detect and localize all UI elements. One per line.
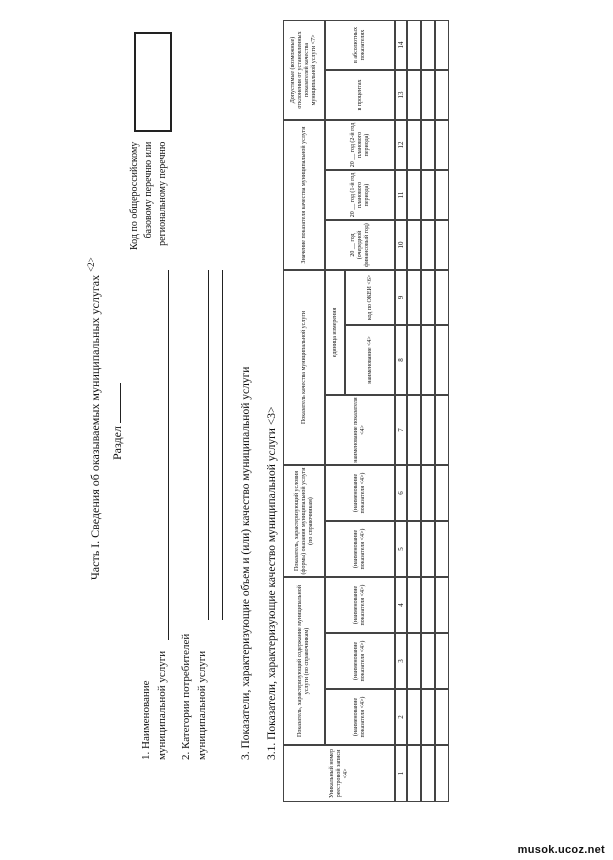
header-name-ind-4: (наименование показателя <4>) <box>325 521 395 577</box>
table-cell[interactable] <box>421 745 435 802</box>
header-unit: единица измерения <box>325 270 345 395</box>
col-number-3: 3 <box>395 633 407 689</box>
table-cell[interactable] <box>407 120 421 170</box>
header-deviation: Допустимые (возможные) отклонения от установленных показателей качества муниципальной услуги <7> <box>283 20 325 120</box>
table-cell[interactable] <box>435 270 449 325</box>
table-cell[interactable] <box>435 220 449 270</box>
table-cell[interactable] <box>421 633 435 689</box>
col-number-5: 5 <box>395 521 407 577</box>
col-number-6: 6 <box>395 465 407 521</box>
code-box[interactable] <box>134 32 172 132</box>
header-conditions: Показатель, характеризующий условия (формы) оказания муниципальной услуги (по справочникам) <box>283 465 325 577</box>
header-okei: код по ОКЕИ <6> <box>345 270 395 325</box>
table-cell[interactable] <box>421 395 435 465</box>
table-cell[interactable] <box>407 577 421 633</box>
table-cell[interactable] <box>407 395 421 465</box>
table-cell[interactable] <box>407 521 421 577</box>
table-cell[interactable] <box>407 220 421 270</box>
table-cell[interactable] <box>421 220 435 270</box>
table-cell[interactable] <box>407 689 421 745</box>
table-cell[interactable] <box>407 20 421 70</box>
item2-label-2: муниципальной услуги <box>196 650 208 760</box>
header-year-2: 20 __ год (1-й год планового периода) <box>325 170 395 220</box>
item1-underline <box>168 270 169 640</box>
code-label: Код по общероссийскому базовому перечню или региональному перечню <box>129 141 168 250</box>
table-cell[interactable] <box>421 20 435 70</box>
header-name-ind-5: (наименование показателя <4>) <box>325 465 395 521</box>
section-label: Раздел <box>110 383 125 460</box>
table-cell[interactable] <box>435 465 449 521</box>
table-cell[interactable] <box>407 170 421 220</box>
watermark: musok.ucoz.net <box>517 844 605 856</box>
table-cell[interactable] <box>435 745 449 802</box>
table-cell[interactable] <box>435 689 449 745</box>
table-cell[interactable] <box>435 577 449 633</box>
header-year-3: 20 __ год (2-й год планового периода) <box>325 120 395 170</box>
table-cell[interactable] <box>407 270 421 325</box>
col-number-4: 4 <box>395 577 407 633</box>
table-cell[interactable] <box>421 577 435 633</box>
header-year-1: 20 __ год (очередной финансовый год) <box>325 220 395 270</box>
table-cell[interactable] <box>421 521 435 577</box>
table-cell[interactable] <box>421 465 435 521</box>
header-unit-name: наименование <4> <box>345 325 395 395</box>
table-cell[interactable] <box>435 70 449 120</box>
col-number-2: 2 <box>395 689 407 745</box>
table-cell[interactable] <box>435 20 449 70</box>
col-number-1: 1 <box>395 745 407 802</box>
item1-label-2: муниципальной услуги <box>156 650 168 760</box>
table-cell[interactable] <box>435 521 449 577</box>
table-cell[interactable] <box>435 395 449 465</box>
table-cell[interactable] <box>421 70 435 120</box>
table-cell[interactable] <box>435 633 449 689</box>
header-absolute: в абсолютных показателях <box>325 20 395 70</box>
header-quality: Показатель качества муниципальной услуги <box>283 270 325 465</box>
item3-heading: 3. Показатели, характеризующие объем и (или) качество муниципальной услуги <box>240 366 252 760</box>
header-name-ind-2: (наименование показателя <4>) <box>325 633 395 689</box>
table-cell[interactable] <box>407 325 421 395</box>
table-cell[interactable] <box>407 465 421 521</box>
col-number-7: 7 <box>395 395 407 465</box>
table-cell[interactable] <box>421 325 435 395</box>
col-number-14: 14 <box>395 20 407 70</box>
col-number-13: 13 <box>395 70 407 120</box>
col-number-9: 9 <box>395 270 407 325</box>
item2-underline-2 <box>222 270 223 620</box>
table-cell[interactable] <box>435 120 449 170</box>
item2-label: 2. Категории потребителей <box>180 633 192 760</box>
table-cell[interactable] <box>407 70 421 120</box>
header-content: Показатель, характеризующий содержание муниципальной услуги (по справочникам) <box>283 577 325 745</box>
col-number-12: 12 <box>395 120 407 170</box>
item31-heading: 3.1. Показатели, характеризующие качество муниципальной услуги <3> <box>266 406 278 760</box>
table-cell[interactable] <box>421 120 435 170</box>
item2-underline <box>208 270 209 620</box>
header-values: Значение показателя качества муниципальной услуги <box>283 120 325 270</box>
header-quality-name: наименование показателя <4> <box>325 395 395 465</box>
table-cell[interactable] <box>435 325 449 395</box>
table-cell[interactable] <box>421 170 435 220</box>
table-cell[interactable] <box>407 745 421 802</box>
table-cell[interactable] <box>435 170 449 220</box>
col-number-8: 8 <box>395 325 407 395</box>
table-cell[interactable] <box>407 633 421 689</box>
col-number-10: 10 <box>395 220 407 270</box>
part-title: Часть I. Сведения об оказываемых муниципальных услугах $^{<2>}$ <box>86 257 102 580</box>
header-name-ind-3: (наименование показателя <4>) <box>325 577 395 633</box>
header-registry: Уникальный номер реестровой записи <4> <box>283 745 395 802</box>
table-cell[interactable] <box>421 270 435 325</box>
col-number-11: 11 <box>395 170 407 220</box>
item1-label: 1. Наименование <box>140 680 152 760</box>
header-percent: в процентах <box>325 70 395 120</box>
table-cell[interactable] <box>421 689 435 745</box>
header-name-ind-1: (наименование показателя <4>) <box>325 689 395 745</box>
